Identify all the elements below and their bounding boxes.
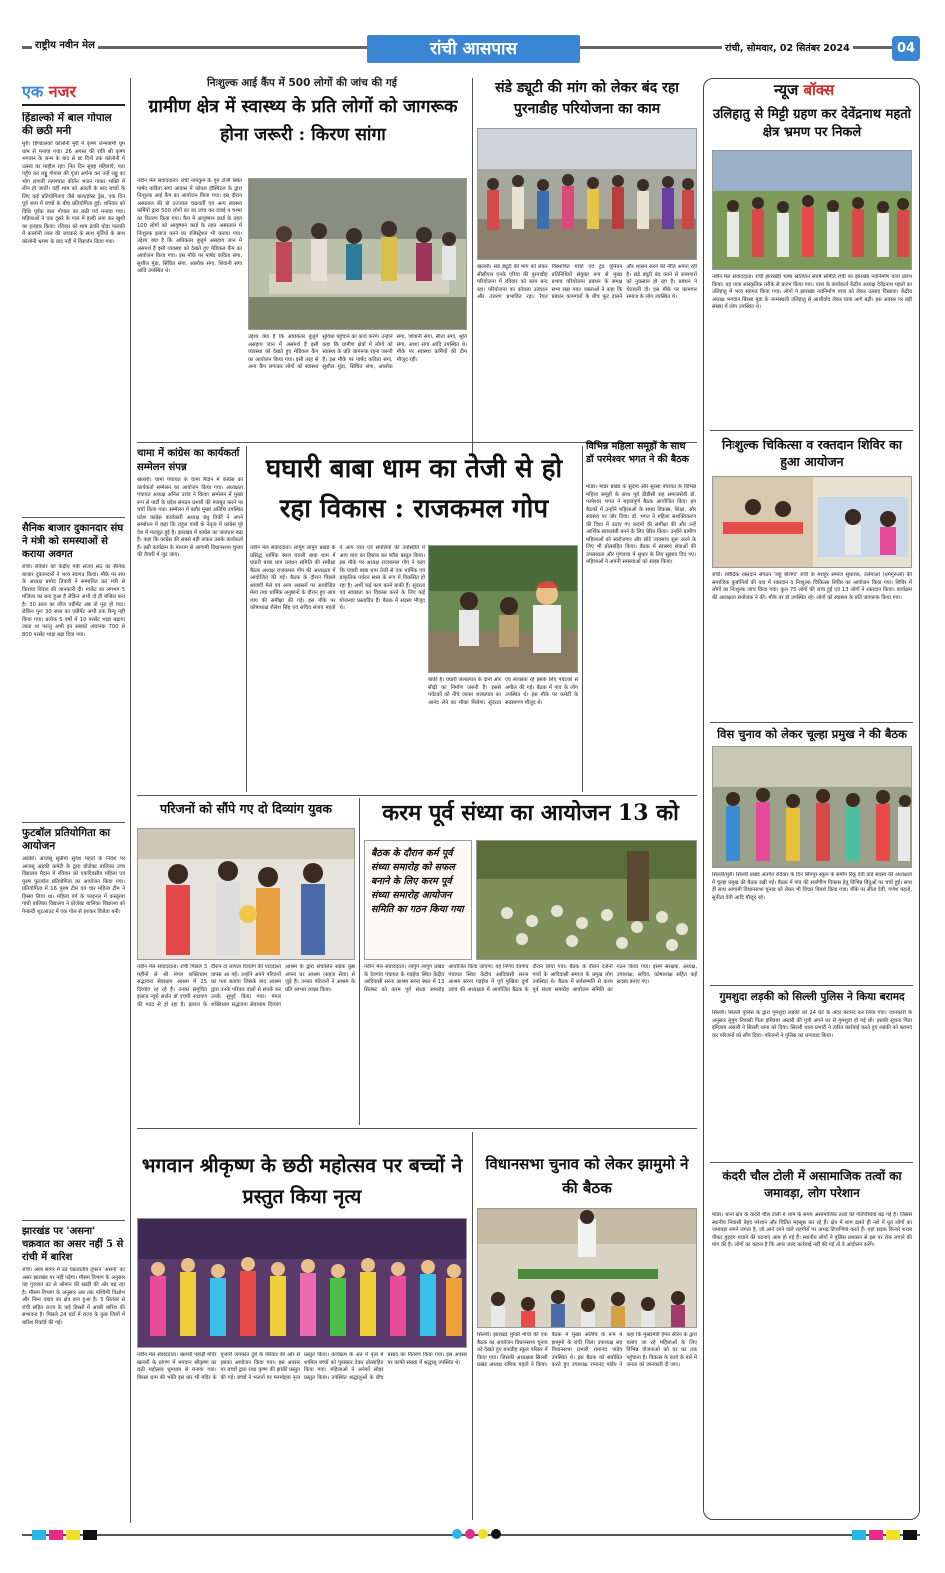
photo-eye-camp [248, 178, 467, 330]
brief-headline: सैनिक बाजार दुकानदार संघ ने मंत्री को समस्याओं से कराया अवगत [22, 517, 125, 561]
body-chhathi: नवीन मेल संवाददाता। खलारी पहाड़ी मंदिर खलारी के प्रांगण में भगवान श्रीकृष्ण का छठी महोत्सव धूमधाम से मनाया गया। बिरसा धाम की भांति इस बार भी मंदिर के पुजारी जयकांत दुबे के परिवार की ओर से इसका आयोजन किया गया। इस अवसर पर बच्चों द्वारा राधा कृष्ण की झांकी प्रस्तुत की गई। बच्चों ने भजनों पर मनमोहक नृत्य प्रस्तुत किया। कार्यक्रम के अंत में नृत्य में शामिल बच्चों को पुरस्कार देकर प्रोत्साहित किया गया। महिलाओं ने अनेकों सोहर प्रस्तुत किया। उपस्थित श्रद्धालुओं के बीच प्रसाद का वितरण किया गया। इस अवसर पर काफी संख्या में श्रद्धालु उपस्थित थे। [137, 1352, 467, 1381]
body-missing-girl: सिल्ली। सिल्ली पुलिस के द्वारा गुमशुदा लड़की को 24 घंटे के अंदर बरामद कर लिया गया। जानकारी के अनुसार लुपुंग निवासी पिता इमित्राम अंसारी की पुत्री अपने घर से गुमशुदा हो गई थी। इसकी सूचना पिता इमित्राम अंसारी ने सिल्ली थाना को दिया। सिल्ली थाना प्रभारी ने त्वरित कार्रवाई करते हुए लड़की को बरामद कर परिजनों को सौंप दिया। परिजनों ने पुलिस का धन्यवाद किया। [712, 1010, 912, 1039]
headline-divyang: परिजनों को सौंपे गए दो दिव्यांग युवक [160, 801, 332, 816]
headline-jmm: विधानसभा चुनाव को लेकर झामुमो ने की बैठक [485, 1155, 689, 1197]
photo-health-camp-image [713, 477, 912, 568]
photo-sunday-duty [477, 128, 697, 260]
body-sunday-duty: खलारी। संडे ड्यूटी की मांग को लेकर सीसीएल एनके एरिया की पुरनाडीह परियोजना में रविवार को काम बन्द रहा। परियोजना का कोयला उत्पादन और उत्तरण प्रभावित रहा। रैयत विस्थापित मोर्चा एवं ट्रेड यूनियन प्रतिनिधियों संयुक्त रूप से मुख्य प्रभाव परियोजना प्रबंधन के समक्ष सभा रखा गया। वक्ताओं ने कहा कि प्रबंधन कामगारों के बीच फूट डालने और शासन करने की नीति अपना रही है। संडे ड्यूटी बंद करने से कामगारों को नुकसान हो रहा है। प्रबंधन ने चेतावनी दी। इस मौके पर कामगार समाज के लोग उपस्थित थे। [477, 264, 697, 300]
headline-karam: करम पूर्व संध्या का आयोजन 13 को [382, 800, 679, 826]
headline-health-camp: निःशुल्क चिकित्सा व रक्तदान शिविर का हुआ आयोजन [721, 437, 903, 469]
headline-sunday-duty: संडे ड्यूटी की मांग को लेकर बंद रहा पुरनाडीह परियोजना का काम [495, 80, 679, 117]
kicker-free-eye-camp: निःशुल्क आई कैंप में 500 लोगों की जांच की गई [207, 77, 397, 89]
photo-chhathi-image [138, 1219, 467, 1348]
body-congress: खलारी। चामा पंचायत के चामा मैदान में कांग्रेस का कार्यकर्ता सम्मेलन का आयोजन किया गया। अध्यक्षता पंचायत अध्यक्ष अनिल उरांव ने किया। सम्मेलन में मुख्य रूप से पार्टी के प्रदेश संगठन प्रभारी की मजबूत करने पर चर्चा किया गया। सम्मेलन में बतौर मुख्य अतिथि उपस्थित प्रदेश कांग्रेस कार्यकारी अध्यक्ष बंधु तिर्की ने अपने सम्बोधन में कहा कि राहुल गांधी के नेतृत्व में कांग्रेस पूरे देश में मजबूत हुई है। झारखंड में कांग्रेस का जनाधार बढ़ा है। कहा कि कांग्रेस की सबसे बड़ी ताकत उसके कार्यकर्ता हैं। इसी कार्यक्रम के माध्यम से आगामी विधानसभा चुनाव की तैयारी में जुट जाएं। [137, 477, 243, 558]
photo-chhathi [137, 1218, 467, 1348]
color-swatches-right [852, 1530, 917, 1540]
section-title: रांची आसपास [430, 39, 517, 59]
photo-eye-camp-image [249, 179, 467, 330]
headline-ghaghari: घघारी बाबा धाम का तेजी से हो रहा विकास : राजकमल गोप [265, 454, 563, 524]
photo-ulihatu-image [713, 151, 912, 270]
headline-block-head: विस चुनाव को लेकर चूल्हा प्रमुख ने की बैठक [717, 727, 907, 741]
karam-graphic [364, 840, 472, 960]
headline-missing-girl: गुमशुदा लड़की को सिल्ली पुलिस ने किया बरामद [719, 991, 905, 1003]
registration-mark [452, 1529, 501, 1539]
kicker-congress: चामा में कांग्रेस का कार्यकर्ता सम्मेलन संपन्न [137, 448, 240, 473]
karam-graphic-text: बैठक के दौरान कर्म पूर्व संध्या समारोह को सफल बनाने के लिए करम पूर्व संध्या समारोह आयोजन समिति का गठन किया गया [371, 848, 464, 915]
section-banner [367, 35, 580, 63]
photo-jmm-image [478, 1209, 697, 1328]
body-free-eye-camp-cont: उद्देश्य क्या है कि अधिकतर बुजुर्ग असहाय जान में असमर्थ हैं इसी व्यवस्था को देखते हुए मेडिकल कैंप का आयोजन किया गया। इसी तरह से अन्य कैंप लगाकर लोगों को स्वास्थ्य सुविधा पहुंचाने का कार्य करेंगे। उन्होंने कहा कि ग्रामीण क्षेत्रों में लोगों को स्वास्थ्य के प्रति जागरूक रहना जरूरी है। इस मौके पर पार्षद कविता संगा, सुशील मुंडा, सिंचित संगा, आलोक संगा, शिवानी संगा, सीता संगा, श्रुति संगा, आशा संगा आदि उपस्थित थे। मौके पर स्वास्थ्य कर्मियों की टीम मौजूद रही। [248, 334, 467, 370]
photo-sunday-duty-image [478, 129, 697, 260]
headline-free-eye-camp: ग्रामीण क्षेत्र में स्वास्थ्य के प्रति लोगों को जागरूक होना जरूरी : किरण सांगा [148, 97, 458, 145]
body-ghaghari-cont: बाकी हैं। घघारी जलप्रपात के दोनों ओर सीढ़ी का निर्माण जरूरी है। इससे पर्यटकों को नीचे जाकर जलप्रपात का आनंद लेने का मौका मिलेगा। सुंदरता एवं स्वच्छता रहे इसके लिए पर्यटकों से अपील की गई। बैठक में गांव के लोग उपस्थित थे। इस मौके पर कमेटी के सदस्यगण मौजूद थे। [428, 677, 578, 706]
ek-nazar-label: एक नजर [22, 80, 125, 106]
headline-chhathi: भगवान श्रीकृष्ण के छठी महोत्सव पर बच्चों ने प्रस्तुत किया नृत्य [141, 1154, 463, 1208]
body-kandri: मांडर। थाना क्षेत्र के कंदरी चौल टोली में शाम के समय असामाजिक तत्वों की गतिविधियां बढ़ गई हैं। जिससे स्थानीय निवासी बेहद परेशान और चिंतित महसूस कर रहे हैं। क्षेत्र में शाम ढलते ही नशे में धुत लोगों का जमावड़ा लगने लगता है, जो आने जाने वाले राहगीरों पर अभद्र टिप्पणियां करते हैं। यहां सड़क किनारे शराब पीकर हुड़दंग मचाने की घटनाएं आम हो गई हैं। स्थानीय लोगों ने पुलिस प्रशासन से इस पर रोक लगाने की मांग की है। लोगों का कहना है कि अगर जल्द कार्रवाई नहीं की गई तो वे आंदोलन करेंगे। [712, 1212, 912, 1248]
photo-block-head-image [713, 747, 912, 868]
footer-bar [22, 1528, 920, 1542]
brief-headline: झारखंड पर 'असना' चक्रवात का असर नहीं 5 से रांची में बारिश [22, 1220, 125, 1264]
color-swatches [32, 1530, 97, 1540]
body-health-camp: रांची। रबींद्रिक रक्तदान संगठन 'लहू बोलेगा' रांची के मशहूर समाज सुधारक, उलेमाओं (धर्मगुरुओं) की समाजिक कुर्बानियों की याद में रक्तदान व निःशुल्क चिकित्सा शिविर का आयोजन किया गया। शिविर में लोगों का निःशुल्क जांच किया गया। कुल 75 लोगों की जांच हुई एवं 13 लोगों ने रक्तदान किया। कार्यक्रम की अध्यक्षता संयोजक ने की। मौके पर डॉ उपस्थित रहे। लोगों को स्वास्थ्य के प्रति जागरूक किया गया। [712, 572, 912, 601]
brief-body: मुरी। हिण्डालको कोलोनी मुरी में कृष्ण जन्माष्टमी धूम धाम से मनाया गया। 26 अगस्त की रात्रि श्री कृष्ण भगवान के जन्म के बाद से छः दिनों तक कोलोनी में उत्सव का माहौल रहा। नित दिन सुबह महिलाएँ, पता पहुँच कर लड्डू गोपाल की पूजा अर्चना कर उन्हें लड्डू का भोग लगातीं तत्पश्चात कीर्तन भजन गाकर भक्ति में लीन हो जातीं। वहीं शाम को आरती के बाद बच्चों के लिए कई प्रतियोगिताएं जैसे बाल/होस्ट ड्रेस, एक दिन पूर्व शाम में बच्चों के बीच प्रतियोगिता हुई। शनिवार को विधि पूर्वक बाल गोपाल का छठी पर्व मनाया गया। महिलाओं ने एक दूसरे के गाल में हल्दी लगा कर खुशी का इजहार किया। रविवार को शाम ढाकी थोड़ा पालकी में कालोनी लाल की जयकारे के साथ मूर्तियों के साथ कोलोनी भ्रमण के बाद नदी में विसर्जन किया गया। [22, 141, 125, 245]
photo-ulihatu [712, 150, 912, 270]
page-number: 04 [892, 36, 920, 61]
brief-headline: हिंडाल्को में बाल गोपाल की छठी मनी [22, 112, 112, 137]
photo-karam-image [477, 841, 697, 960]
photo-health-camp [712, 476, 912, 568]
headline-ulihatu: उलिहातु से मिट्टी ग्रहण कर देवेंद्रनाथ महतो क्षेत्र भ्रमण पर निकले [712, 107, 912, 140]
body-jmm: सिल्ली। झारखंड मुक्ति मोर्चा की एक बैठक का आयोजन विधानसभा चुनाव को देखते हुए बनाडीह स्कूल परिसर में किया गया। जिसकी अध्यक्षता सिल्ली प्रखंड अध्यक्ष रामिक महतो ने किया। बैठक में मुख्य अतिथि के रूप में झामुमो के रांची जिला उपाध्यक्ष सह विधानसभा प्रभारी रामानंद पांडेय उपस्थित थे। इस बैठक को संबोधित करते हुए उपाध्यक्ष रामानंद पांडेय ने कहा कि मुख्यमंत्री हेमंत सोरेन के द्वारा चलाए जा रहे महिलाओं के लिए विभिन्न योजनाओं को घर घर तक पहुंचाना है। विकास के कार्य के बारे में जनता को जानकारी दी जाए। [477, 1332, 697, 1368]
masthead [22, 35, 920, 63]
news-box-label: न्यूज बॉक्स [770, 80, 838, 100]
kicker-women-groups: विभिन्न महिला समूहों के साथ डॉ परमेश्वर भगत ने की बैठक [586, 441, 689, 465]
photo-block-head [712, 746, 912, 868]
body-block-head: सिल्ली/मुरी। सिल्ली प्रखंड अंतर्गत रविवार के दिन सिंगपुर स्कूल के समीप रिंकू देवी वार्ड सदस्य की अध्यक्षता में चूल्हा प्रमुख की बैठक रखी गई। बैठक में गांव की सर्वांगीण विकास हेतु विभिन्न बिंदुओं पर चर्चा हुई। साथ ही साथ आगामी विधानसभा चुनाव को लेकर भी विचार विमर्श किया गया। मौके पर सीता देवी, गणेश महतो, सुनीता देवी आदि मौजूद रहे। [712, 872, 912, 901]
photo-karam [476, 840, 697, 960]
body-divyang: नवीन मेल संवाददाता। रांची पिछले 3 महीनों से श्री मंगल शक्तिधाम सद्भावना सेवाधाम आश्रम में 25 दिव्यांग रह रहे हैं। उनका समुचित इलाज न्यूरो सर्जन डॉ एचपी नारायण की मदद से हो रहा है। इलाज के दौरान दो लापता दिव्यांग की याददाश्त वापस आ गई। उन्होंने अपने परिजनों का पता बताया जिसके बाद आश्रम द्वारा उनके परिवार वालों से संपर्क कर उनके सुपुर्द किया गया। मंगल शक्तिधाम सद्भावना सेवाधाम दिव्यांग आश्रम के द्वारा संचालित सड़क कुष्ठ अपना घर आश्रम (सहज सेवा) से जुड़े हैं। उनका परिजनों ने आश्रम के प्रति आभार व्यक्त किया। [137, 964, 355, 1008]
photo-ghaghari-image [429, 546, 578, 673]
dateline: रांची, सोमवार, 02 सितंबर 2024 [722, 41, 853, 54]
paper-name: राष्ट्रीय नवीन मेल [32, 37, 98, 51]
body-ghaghari: नवीन मेल संवाददाता। लापुंग लापुंग प्रखंड के प्रसिद्ध धार्मिक स्थल घघारी बाबा धाम में घघारी बाबा धाम प्रबंधन समिति की समीक्षा बैठक अध्यक्ष राजकमल गोप की अध्यक्षता में आयोजित की गई। बैठक के दौरान पिछले श्रावणी मेले एवं अन्य अवसरों पर आयोजित मेला तथा धार्मिक अनुष्ठानों के दौरान हुए आय व्यय की समीक्षा की गई। इस मौके पर कोषाध्यक्ष शैलेश सिंह एवं सचिव संजय महतो ने आय व्यय एवं संपत्तियों की उपस्थिति में आय व्यय का हिसाब कर ब्यौरा प्रस्तुत किया। इस मौके पर अध्यक्ष राजकमल गोप ने कहा कि घघारी बाबा धाम तेजी से एक धार्मिक एवं प्राकृतिक पर्यटन स्थल के रूप में विकसित हो रहा है। अभी कई काम करने बाकी हैं। सुंदरता एवं स्वच्छता का विकास करने के लिए कई योजनाएं प्रस्तावित हैं। बैठक में सदस्य मौजूद थे। [250, 545, 425, 611]
body-free-eye-camp: नवीन मेल संवाददाता। रांची नामकुम के गुरु टोली स्थित पार्षद कविता संगा आवास में कोयल हॉस्पिटल के द्वारा निःशुल्क आई कैंप का आयोजन किया गया। इस दौरान अस्पताल की डॉ उज्ज्वल चक्रवर्ती एवं अन्य स्वास्थ्य कर्मियों द्वारा 500 लोगों का का जांच कर दवाई व चश्मा का वितरण किया गया। कैंप में आयुष्मान कार्ड के तहत 100 लोगों को आयुष्मान कार्ड के तहत अस्पताल में निःशुल्क इलाज करने का रजिस्ट्रेशन भी कराया गया। उद्देश्य क्या है कि अधिकतर बुजुर्ग असहाय जान में असमर्थ हैं इसी व्यवस्था को देखते हुए मेडिकल कैंप का आयोजन किया गया। इस मौके पर पार्षद कविता संगा, सुशील मुंडा, सिंचित संगा, आलोक संगा, शिवानी संगा आदि उपस्थित थे। [137, 178, 242, 274]
ek-nazar-column [22, 80, 125, 1520]
brief-body: रांची। रविवार को केंद्रीय मंत्री संजय सेठ का सैनिक बाजार दुकानदारों ने भव्य स्वागत किया। मौके पर संघ के अध्यक्ष प्रमोद तिवारी ने सम्मानित कर मंत्री से किराया विवाद की जानकारी दी। मार्केट का लगभग 5 मंजिला का बना हुआ है लेकिन अभी दो ही मंजिल बना है। 30 साल का लीज एग्रीमेंट अब तो पूरा हो गया। लेकिन पुनः 30 साल का एग्रीमेंट अभी तक रिन्यू नहीं किया गया। प्रत्येक 5 वर्षों में 10 परसेंट भाड़ा बढ़ाया जाता था परन्तु अभी इन सबको अचानक 700 से 800 परसेंट भाड़ा बढ़ा दिया गया। [22, 564, 125, 638]
headline-kandri: कंदरी चौल टोली में असामाजिक तत्वों का जमावड़ा, लोग परेशान [722, 1169, 902, 1200]
photo-divyang-image [138, 829, 355, 960]
brief-headline: फुटबॉल प्रतियोगिता का आयोजन [22, 822, 125, 853]
body-women-groups: मांडर। मांडर प्रखंड के सुदमा और सुरसा पंचायत के विभिन्न महिला समूहों के साथ पूर्व डीडीसी सह समाजसेवी डॉ. परमेश्वर भगत ने महत्वपूर्ण बैठक आयोजित किए। इन बैठकों में उन्होंने महिलाओं के समग्र विकास, शिक्षा, और स्वास्थ्य पर जोर दिया। डॉ. भगत ने महिला सशक्तिकरण की दिशा में उठाए गए कदमों की समीक्षा की और उन्हें आर्थिक स्वावलंबी बनने के लिए प्रेरित किया। उन्होंने ग्रामीण महिलाओं को स्वरोजगार और छोटे व्यवसाय शुरू करने के लिए भी प्रोत्साहित किया। बैठक में स्वास्थ्य सेवाओं की उपलब्धता और गुणवत्ता में सुधार के लिए सुझाव दिए गए। महिलाओं ने अपनी समस्याओं को साझा किया। [586, 484, 696, 565]
brief-body: अड़की। आजसू सुप्रीमो सुदेश महतो के निर्देश पर आजसू अड़की कमेटी के द्वारा प्रोजेक्ट बालिका उच्च विद्यालय मैदान में रविवार को एकदिवसीय महिला एवं पुरुष फुटबॉल प्रतियोगिता का आयोजन किया गया। प्रतियोगिता में 16 पुरुष टीम एवं चार महिला टीम ने हिस्सा लिया था। महिला वर्ग के फाइनल में कस्तूरबा गांधी बालिका विद्यालय ने प्रोजेक्ट बालिका विद्यालय को पेनाल्टी शूटआउट में एक गोल से हराकर विजेता बनी। [22, 856, 125, 915]
photo-ghaghari [428, 545, 578, 673]
body-karam: नवीन मेल संवाददाता। लापुंग लापुंग प्रखंड के देवगांव पंचायत के गड़ईया स्थित केंद्रीय आदिवासी सरना आश्रम सरना स्थल में 13 सितंबर को करम पूर्व संध्या समारोह आयोजित किया जाएगा। यह निर्णय देवगांव पंचायत स्थित केंद्रीय आदिवासी सरना आश्रम सरना गड़ईया में पूर्व मुखिया दुर्गा उरांव की अध्यक्षता में आयोजित बैठक के दौरान लिया गया। बैठक के दौरान दर्जनों गांवों के आदिवासी समाज के प्रमुख लोग उपस्थित थे। बैठक में सर्वसम्मति से करम पूर्व संध्या समारोह आयोजन समिति का गठन किया गया। इसमें संरक्षक, अध्यक्ष, उपाध्यक्ष, सचिव, कोषाध्यक्ष सहित कई सदस्य बनाए गए। [364, 964, 697, 993]
photo-jmm [477, 1208, 697, 1328]
brief-body: रांची। अरब सागर में उठे चक्रवातीय तूफान 'असना' का असर झारखंड पर नहीं पड़ेगा। मौसम विभाग के अनुसार यह गुजरात तट से ओमान की खाड़ी की ओर बढ़ रहा है। मौसम विभाग के अनुसार अब तक पश्चिमी विक्षोभ और निम्न दबाव का क्षेत्र बना हुआ है। 5 सितंबर से रांची सहित राज्य के कई हिस्सों में अच्छी बारिश की संभावना है। पिछले 24 घंटों में राज्य के कुछ जिलों में बारिश रिकॉर्ड की गई। [22, 1267, 125, 1326]
photo-divyang [137, 828, 355, 960]
body-ulihatu: नवीन मेल संवाददाता। रांची झारखंडी भाषा खतियान संघर्ष समिति रांची का झारखंड नवनिर्माण यात्रा प्रारंभ किया। यह यात्रा सांस्कृतिक तरीके से प्रारंभ किया गया। यात्रा के कार्यकर्ता केंद्रीय अध्यक्ष देवेंद्रनाथ महतो का उलिहातु में भव्य स्वागत किया गया। लोगों ने झारखंड नवनिर्माण यात्रा को लेकर उत्साह दिखाया। केंद्रीय अध्यक्ष भगवान बिरसा मुंडा के जन्मस्थली उलिहातु से आशीर्वाद लेकर यात्रा आगे बढ़ी। इस अवसर पर बड़ी संख्या में लोग उपस्थित थे। [712, 274, 912, 310]
